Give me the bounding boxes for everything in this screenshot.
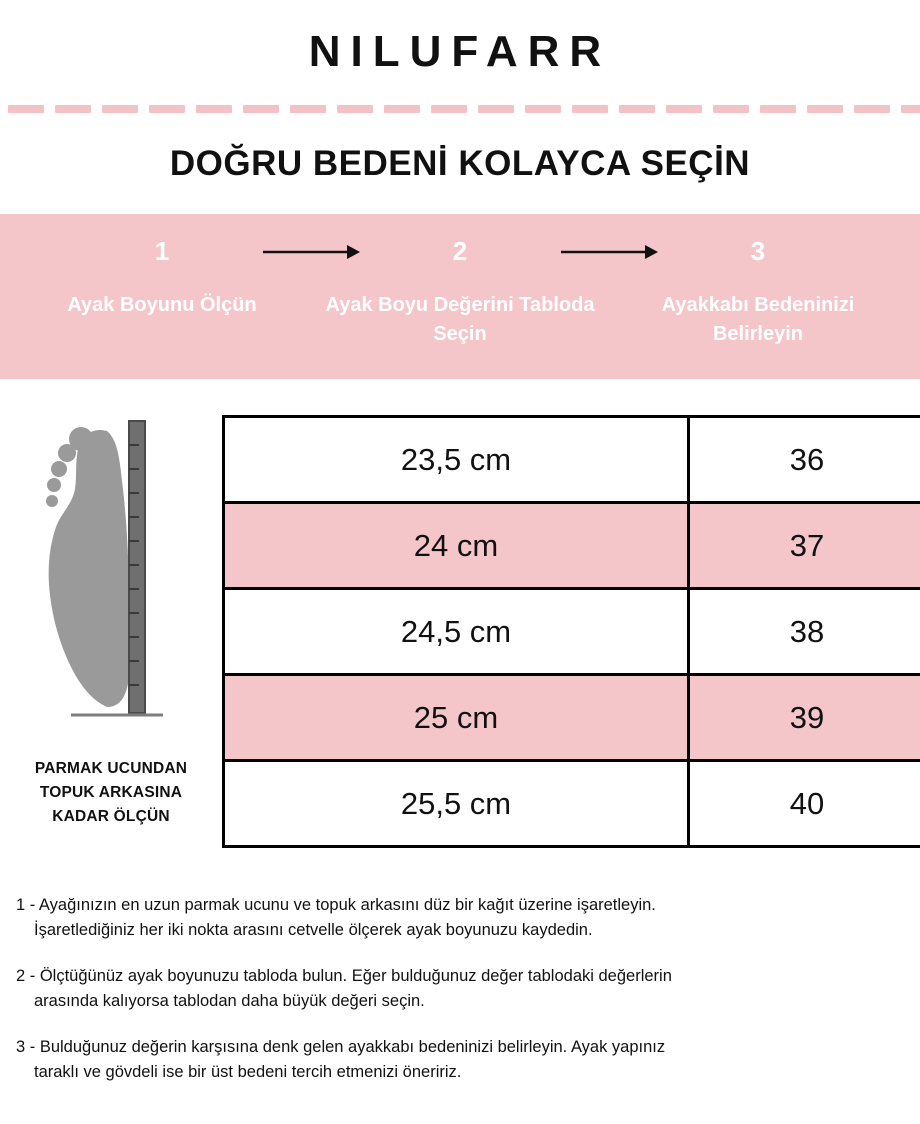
dash-segment <box>901 105 920 113</box>
dash-segment <box>55 105 91 113</box>
dash-segment <box>619 105 655 113</box>
dash-segment <box>572 105 608 113</box>
instruction-3-line-2: taraklı ve gövdeli ise bir üst bedeni tercih etmenizi öneririz. <box>34 1063 462 1082</box>
step-label-2: Ayak Boyu Değerini Tabloda Seçin <box>325 294 595 345</box>
dash-segment <box>854 105 890 113</box>
instructions-section <box>0 848 920 1086</box>
measurement-section <box>0 379 920 848</box>
instruction-1-line-2: İşaretlediğiniz her iki nokta arasını cetvelle ölçerek ayak boyunuzu kaydedin. <box>34 921 593 940</box>
size-table <box>222 415 920 848</box>
instruction-1-line-1: 1 - Ayağınızın en uzun parmak ucunu ve topuk arkasını düz bir kağıt üzerine işaretleyin. <box>16 895 656 914</box>
instruction-1 <box>16 893 904 944</box>
instruction-2 <box>16 964 904 1015</box>
arrow-right-icon-2 <box>553 243 665 261</box>
table-row <box>224 761 920 847</box>
dash-segment <box>384 105 420 113</box>
vertical-ruler-icon <box>129 421 145 713</box>
dash-segment <box>525 105 561 113</box>
dash-segment <box>713 105 749 113</box>
foot-illustration-block <box>18 415 204 829</box>
shoe-size-cell: 39 <box>689 675 920 761</box>
foot-length-cell: 25 cm <box>224 675 689 761</box>
dash-segment <box>807 105 843 113</box>
shoe-size-cell: 36 <box>689 417 920 503</box>
foot-length-cell: 25,5 cm <box>224 761 689 847</box>
dash-segment <box>337 105 373 113</box>
instruction-2-line-1: 2 - Ölçtüğünüz ayak boyunuzu tabloda bulun. Eğer bulduğunuz değer tablodaki değerlerin <box>16 966 672 985</box>
table-row <box>224 675 920 761</box>
dash-segment <box>102 105 138 113</box>
arrow-right-icon-1 <box>255 243 367 261</box>
instruction-2-line-2: arasında kalıyorsa tablodan daha büyük değeri seçin. <box>34 992 425 1011</box>
dash-segment <box>149 105 185 113</box>
shoe-size-cell: 37 <box>689 503 920 589</box>
instruction-3-line-1: 3 - Bulduğunuz değerin karşısına denk gelen ayakkabı bedeninizi belirleyin. Ayak yapınız <box>16 1037 666 1056</box>
foot-length-cell: 23,5 cm <box>224 417 689 503</box>
shoe-size-cell: 40 <box>689 761 920 847</box>
dash-segment <box>666 105 702 113</box>
foot-caption: PARMAK UCUNDAN TOPUK ARKASINA KADAR ÖLÇÜN <box>34 760 188 826</box>
dash-segment <box>478 105 514 113</box>
dashed-divider-top <box>0 104 920 114</box>
steps-label-row <box>0 291 920 349</box>
dash-segment <box>760 105 796 113</box>
steps-number-row <box>0 236 920 267</box>
dash-segment <box>196 105 232 113</box>
table-row <box>224 417 920 503</box>
step-label-1: Ayak Boyunu Ölçün <box>67 294 257 316</box>
step-number-2: 2 <box>452 236 468 266</box>
step-label-3: Ayakkabı Bedeninizi Belirleyin <box>661 294 855 345</box>
foot-length-cell: 24,5 cm <box>224 589 689 675</box>
dash-segment <box>431 105 467 113</box>
dash-segment <box>8 105 44 113</box>
foot-outline-icon <box>31 415 191 745</box>
steps-band <box>0 214 920 379</box>
shoe-size-cell: 38 <box>689 589 920 675</box>
step-number-1: 1 <box>154 236 170 266</box>
size-table-block <box>204 415 920 848</box>
headline-section <box>0 114 920 214</box>
page-title: DOĞRU BEDENİ KOLAYCA SEÇİN <box>169 144 751 183</box>
table-row <box>224 589 920 675</box>
dash-segment <box>290 105 326 113</box>
brand-header <box>0 0 920 104</box>
table-row <box>224 503 920 589</box>
foot-length-cell: 24 cm <box>224 503 689 589</box>
step-number-3: 3 <box>750 236 766 266</box>
dash-segment <box>243 105 279 113</box>
brand-title: NILUFARR <box>308 27 612 76</box>
instruction-3 <box>16 1035 904 1086</box>
